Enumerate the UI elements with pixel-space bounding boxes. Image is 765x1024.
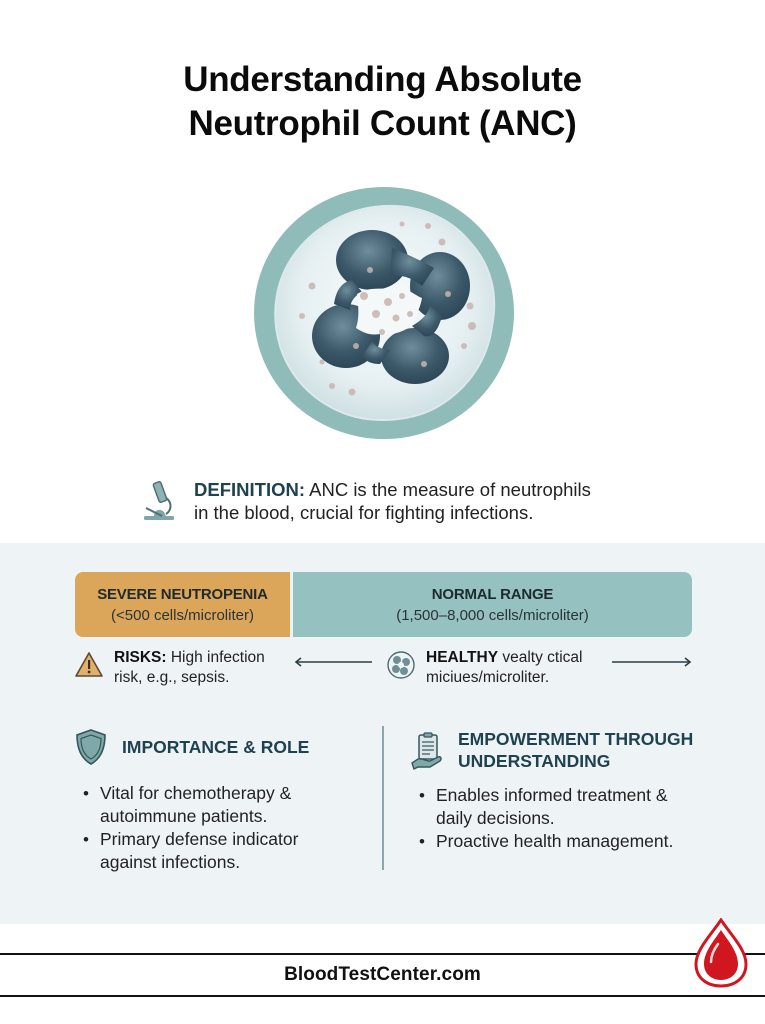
title-line-1: Understanding Absolute: [183, 60, 582, 99]
anc-range-bar: [75, 572, 692, 637]
warning-icon: [74, 650, 104, 680]
cell-icon: [386, 650, 416, 680]
empowerment-title-1: EMPOWERMENT THROUGH: [458, 729, 694, 749]
healthy-text-2: miciues/microliter.: [426, 669, 550, 686]
empowerment-column: [410, 728, 693, 853]
risks-item: [74, 648, 265, 688]
empowerment-bullet: • Proactive health management.: [414, 830, 693, 853]
definition-text-2: in the blood, crucial for fighting infections.: [194, 502, 534, 523]
healthy-item: [386, 648, 582, 688]
definition-block: [140, 478, 640, 528]
left-arrow-icon: [294, 654, 374, 664]
definition-label: DEFINITION:: [194, 479, 305, 500]
blood-drop-icon: [692, 918, 750, 988]
normal-subtitle: (1,500–8,000 cells/microliter): [396, 606, 589, 624]
footer-site-name: BloodTestCenter.com: [284, 964, 481, 985]
definition-text-1: ANC is the measure of neutrophils: [305, 479, 591, 500]
healthy-label: HEALTHY: [426, 649, 499, 666]
risks-label: RISKS:: [114, 649, 167, 666]
footer-top-rule: [0, 953, 765, 955]
shield-icon: [74, 728, 108, 766]
normal-range-segment: [293, 572, 692, 637]
risk-row: [74, 648, 694, 692]
neutrophil-illustration: [252, 186, 516, 440]
severe-subtitle: (<500 cells/microliter): [111, 606, 254, 624]
clipboard-hand-icon: [410, 731, 444, 769]
footer-bottom-rule: [0, 995, 765, 997]
importance-bullet: • Vital for chemotherapy & autoimmune patients.: [78, 782, 309, 828]
importance-title: IMPORTANCE & ROLE: [122, 737, 310, 757]
empowerment-title-2: UNDERSTANDING: [458, 751, 611, 771]
title-line-2: Neutrophil Count (ANC): [188, 104, 577, 143]
severe-title: SEVERE NEUTROPENIA: [97, 585, 268, 603]
importance-bullet: • Primary defense indicator against infections.: [78, 828, 309, 874]
severe-neutropenia-segment: [75, 572, 290, 637]
risks-text-1: High infection: [166, 649, 265, 666]
importance-column: [74, 728, 309, 874]
column-divider: [382, 726, 384, 870]
healthy-text-1: vealty ctical: [498, 649, 583, 666]
normal-title: NORMAL RANGE: [431, 585, 554, 603]
right-arrow-icon: [610, 654, 692, 664]
page-title: [0, 58, 765, 146]
risks-text-2: risk, e.g., sepsis.: [114, 669, 230, 686]
microscope-icon: [140, 478, 180, 524]
empowerment-bullet: • Enables informed treatment & daily decisions.: [414, 784, 693, 830]
